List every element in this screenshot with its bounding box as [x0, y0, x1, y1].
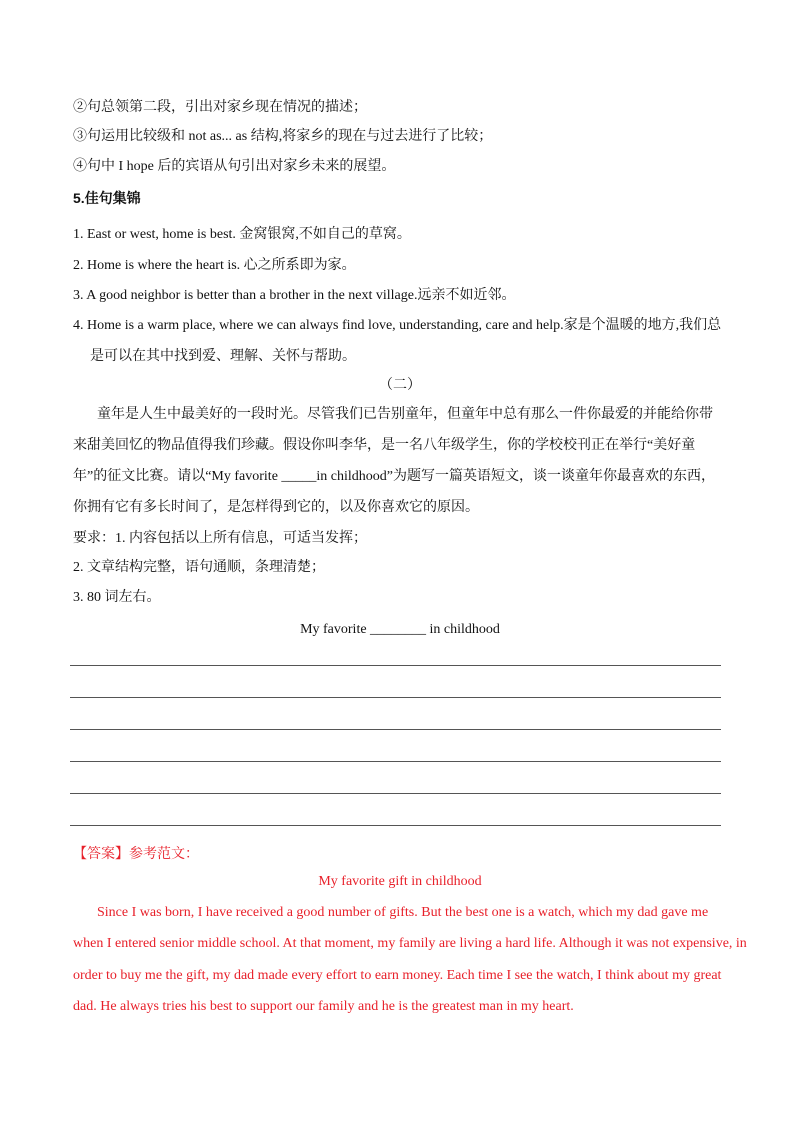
task-paragraph-line-4: 你拥有它有多长时间了，是怎样得到它的，以及你喜欢它的原因。	[73, 500, 479, 515]
task-paragraph-line-3: 年”的征文比赛。请以“My favorite _____in childhood”为题写一篇英语短文，谈一谈童年你最喜欢的东西，	[73, 469, 716, 484]
requirement-2: 2. 文章结构完整，语句通顺，条理清楚；	[73, 560, 325, 575]
sentence-1: 1. East or west, home is best. 金窝银窝,不如自己的草窝。	[73, 227, 411, 242]
answer-line-1: Since I was born, I have received a good number of gifts. But the best one is a watch, which my dad gave me	[97, 905, 709, 920]
writing-line[interactable]	[70, 793, 721, 794]
answer-line-3: order to buy me the gift, my dad made every effort to earn money. Each time I see the watch, I think about my great	[73, 968, 722, 983]
writing-line[interactable]	[70, 761, 721, 762]
answer-title: My favorite gift in childhood	[318, 874, 482, 889]
note-2: ②句总领第二段，引出对家乡现在情况的描述；	[73, 100, 367, 115]
answer-label: 【答案】参考范文：	[73, 847, 199, 862]
sentence-4-line-1: 4. Home is a warm place, where we can always find love, understanding, care and help.家是个温暖的地方,我们总	[73, 318, 722, 333]
writing-line[interactable]	[70, 825, 721, 826]
answer-line-4: dad. He always tries his best to support our family and he is the greatest man in my heart.	[73, 999, 574, 1014]
part-label: （二）	[379, 378, 421, 393]
task-paragraph-line-1: 童年是人生中最美好的一段时光。尽管我们已告别童年，但童年中总有那么一件你最爱的并能给你带	[97, 407, 713, 422]
requirement-1: 要求：1. 内容包括以上所有信息，可适当发挥；	[73, 531, 367, 546]
sentence-4-line-2: 是可以在其中找到爱、理解、关怀与帮助。	[90, 349, 356, 364]
note-4: ④句中 I hope 后的宾语从句引出对家乡未来的展望。	[73, 159, 396, 174]
writing-line[interactable]	[70, 729, 721, 730]
writing-line[interactable]	[70, 697, 721, 698]
requirement-3: 3. 80 词左右。	[73, 590, 161, 605]
section-5-heading: 5.佳句集锦	[73, 190, 141, 206]
task-paragraph-line-2: 来甜美回忆的物品值得我们珍藏。假设你叫李华，是一名八年级学生，你的学校校刊正在举行“美好童	[73, 438, 696, 453]
sentence-3: 3. A good neighbor is better than a brother in the next village.远亲不如近邻。	[73, 288, 516, 303]
answer-line-2: when I entered senior middle school. At that moment, my family are living a hard life. Although it was not expensive, in	[73, 936, 747, 951]
writing-line[interactable]	[70, 665, 721, 666]
essay-title-blank: My favorite ________ in childhood	[300, 622, 500, 637]
note-3: ③句运用比较级和 not as... as 结构,将家乡的现在与过去进行了比较；	[73, 129, 493, 144]
sentence-2: 2. Home is where the heart is. 心之所系即为家。	[73, 258, 356, 273]
